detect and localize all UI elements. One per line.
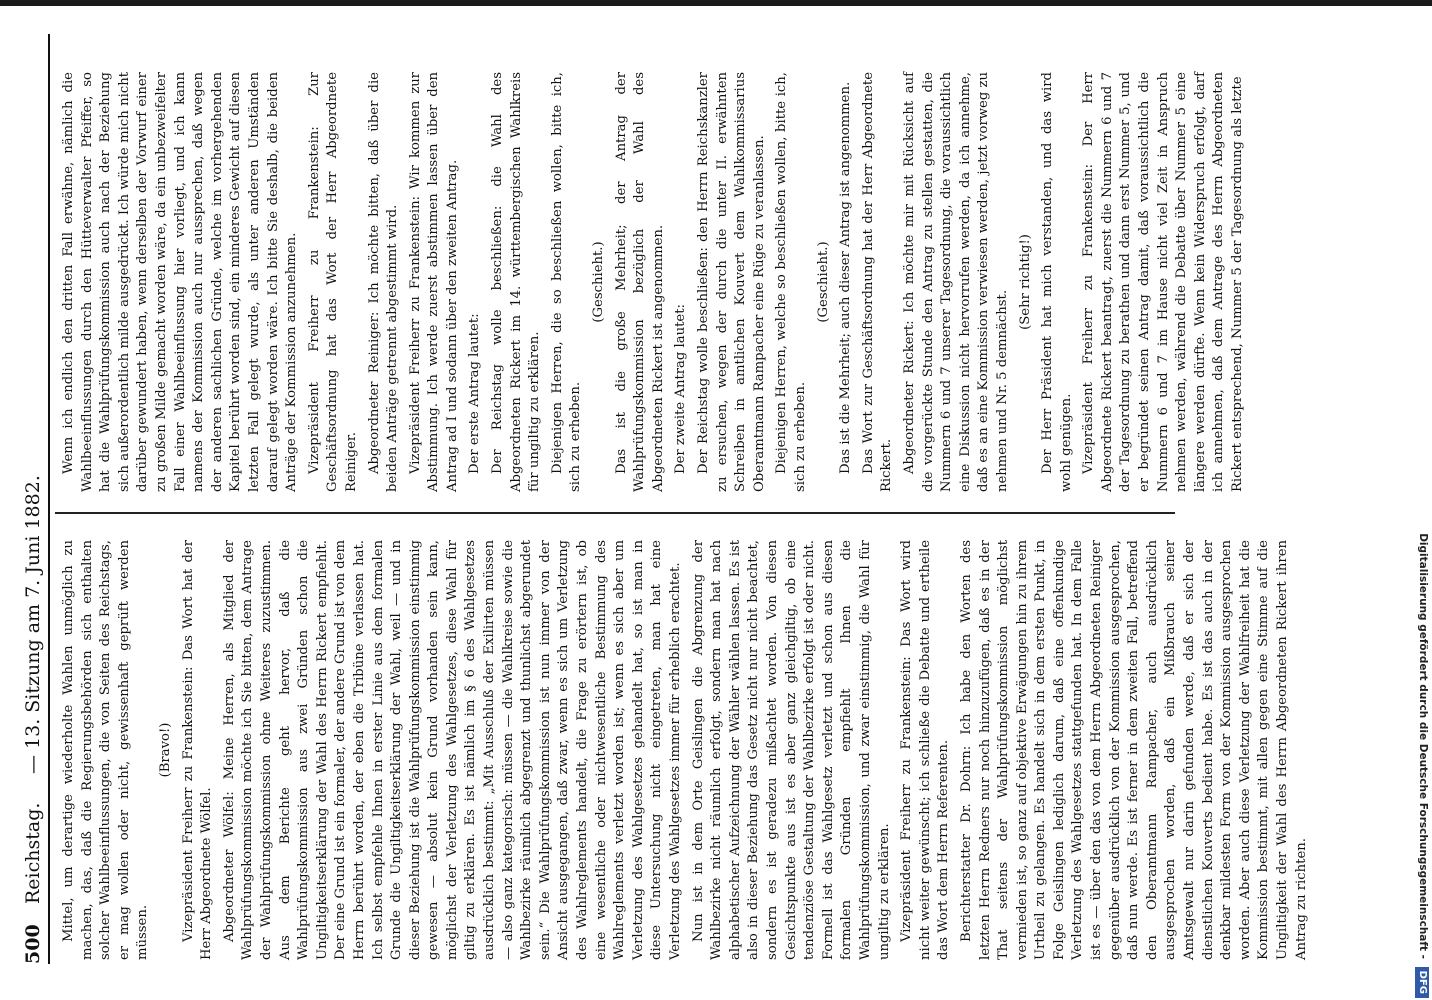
paragraph: Vizepräsident Freiherr zu Frankenstein: Wir kommen zur Abstimmung. Ich werde zuerst abstimmen lassen über den Antrag ad I und sodann über den zweiten Antrag. [407,72,460,492]
paragraph: Vizepräsident Freiherr zu Frankenstein: Zur Geschäftsordnung hat das Wort der Herr Abgeordnete Reiniger. [306,72,359,492]
paragraph: Diejenigen Herren, welche so beschließen wollen, bitte ich, sich zu erheben. [774,72,808,492]
paragraph: Vizepräsident Freiherr zu Frankenstein: Das Wort wird nicht weiter gewünscht; ich schließe die Debatte und ertheile das Wort dem Herrn Referenten. [899,540,952,960]
dfg-watermark [1412,2,1432,998]
paragraph: Wenn ich endlich den dritten Fall erwähne, nämlich die Wahlbeeinflussungen durch den Hütteverwalter Pfeiffer, so hat die Wahlprüfungskommission auch nach der Beziehung sich außerordentlich milde ausgedrückt. Ich würde mich nicht darüber gewundert haben, wenn derselben der Vorwurf einer zu großen Milde gemacht worden wäre, da ein unbezweifelter Fall einer Wahlbeeinflussung hier vorliegt, und ich kann namens der Kommission auch nur aussprechen, daß wegen der anderen sachlichen Gründe, welche im vorhergehenden Kapitel berührt worden sind, ein minderes Gewicht auf diesen letzten Fall gelegt wurde, als unter anderen Umständen darauf gelegt worden wäre. Ich bitte Sie deshalb, die beiden Anträge der Kommission anzunehmen. [61,72,300,492]
paragraph: Abgeordneter Reiniger: Ich möchte bitten, daß über die beiden Anträge getrennt abgestimmt wird. [366,72,401,492]
page-number: 500 [22,924,44,964]
column-divider [55,512,1175,514]
page-header [18,34,50,964]
paragraph: Mittel, um derartige wiederholte Wahlen unmöglich zu machen, das, daß die Regierungsbehörden sich enthalten solcher Wahlbeeinflussungen, die von Seiten des Reichstags, er mag wollen oder nicht, gewissenhaft geprüft werden müssen. [61,540,151,960]
paragraph: (Geschieht.) [591,241,607,323]
paragraph: (Geschieht.) [815,241,831,323]
paragraph: Das ist die Mehrheit; auch dieser Antrag ist angenommen. [838,81,854,474]
header-title-left: Reichstag. [22,802,44,904]
paragraph: (Bravo!) [157,722,173,778]
paragraph: Der Reichstag wolle beschließen: den Herrn Reichskanzler zu ersuchen, wegen der durch die unter II. erwähnten Schreiben in amtlichen Kouvert dem Wahlkommissarius Oberamtmann Rampacher eine Rüge zu veranlassen. [696,72,767,492]
left-column [60,540,1315,960]
header-title [22,803,44,904]
paragraph: Abgeordneter Rickert: Ich möchte mir mit Rücksicht auf die vorgerückte Stunde den Antrag zu stellen gestatten, die Nummern 6 und 7 unserer Tagesordnung, die voraussichtlich eine Diskussion nicht hervorrufen werden, da ich annehme, daß es an eine Kommission verwiesen werden, jetzt vorweg zu nehmen und Nr. 5 demnächst. [901,72,1010,492]
paragraph: Vizepräsident Freiherr zu Frankenstein: Der Herr Abgeordnete Rickert beantragt, zuerst die Nummern 6 und 7 der Tagesordnung zu berathen und dann erst Nummer 5, und er begründet seinen Antrag damit, daß voraussichtlich die Nummern 6 und 7 im Hause nicht viel Zeit in Anspruch nehmen werden, während die Debatte über Nummer 5 eine längere werden dürfte. Wenn kein Widerspruch erfolgt, darf ich annehmen, daß dem Antrage des Herrn Abgeordneten Rickert entsprechend, Nummer 5 der Tagesordnung als letzte [1081,72,1246,492]
paragraph: Vizepräsident Freiherr zu Frankenstein: Das Wort hat der Herr Abgeordnete Wölfel. [180,540,215,960]
paragraph: Der Reichstag wolle beschließen: die Wahl des Abgeordneten Rickert im 14. württembergischen Wahlkreis für ungiltig zu erklären. [490,72,543,492]
paragraph: Der erste Antrag lautet: [467,313,483,474]
right-column [60,72,1252,492]
paragraph: Das ist die große Mehrheit; der Antrag der Wahlprüfungskommission bezüglich der Wahl des Abgeordneten Rickert ist angenommen. [613,72,666,492]
paragraph: Der zweite Antrag lautet: [673,304,689,474]
paragraph: Abgeordneter Wölfel: Meine Herren, als Mitglied der Wahlprüfungskommission möchte ich Sie bitten, dem Antrage der Wahlprüfungskommission ohne Weiteres zuzustimmen. Aus dem Berichte geht hervor, daß die Wahlprüfungskommission aus zwei Gründen schon die Ungiltigkeitserklärung der Wahl des Herrn Rickert empfiehlt. Der eine Grund ist ein formaler, der andere Grund ist von dem Herrn berührt worden, der eben die Tribüne verlassen hat. Ich selbst empfehle Ihnen in erster Linie aus dem formalen Grunde die Ungiltigkeitserklärung der Wahl, weil — und in dieser Beziehung ist die Wahlprüfungskommission einstimmig gewesen — absolut kein Grund vorhanden sein kann, möglichst der Verletzung des Wahlgesetzes, diese Wahl für giltig zu erklären. Es ist nämlich im § 6 des Wahlgesetzes ausdrücklich bestimmt: „Mit Ausschluß der Exilirten müssen — also ganz kategorisch: müssen — die Wahlkreise sowie die Wahlbezirke räumlich abgegrenzt und thunlichst abgerundet sein.“ Die Wahlprüfungskommission ist nun immer von der Ansicht ausgegangen, daß zwar, wenn es sich um Verletzung des Wahlreglements handelt, die Frage zu erörtern ist, ob eine wesentliche oder nichtwesentliche Bestimmung des Wahlreglements verletzt worden ist; wenn es sich aber um Verletzung des Wahlgesetzes gehandelt hat, so ist man in diese Untersuchung nicht eingetreten, man hat eine Verletzung des Wahlgesetzes immer für erheblich erachtet. [221,540,683,960]
paragraph: (Sehr richtig!) [1017,234,1033,330]
watermark-text: Digitalisierung gefördert durch die Deutsche Forschungsgemeinschaft - [1417,533,1429,959]
paragraph: Diejenigen Herren, die so beschließen wollen, bitte ich, sich zu erheben. [549,72,584,492]
dfg-logo: DFG [1415,967,1429,998]
paragraph: Nun ist in dem Orte Geislingen die Abgrenzung der Wahlbezirke nicht räumlich erfolgt, sondern man hat nach alphabetischer Aufzeichnung der Wähler wählen lassen. Es ist also in dieser Beziehung das Gesetz nicht nur nicht beachtet, sondern es ist geradezu mißachtet worden. Von diesen Gesichtspunkte aus ist es aber ganz gleichgiltig, ob eine tendenziöse Gestaltung der Wahlbezirke erfolgt ist oder nicht. Formell ist das Wahlgesetz verletzt und schon aus diesen formalen Gründen empfiehlt Ihnen die Wahlprüfungskommission, und zwar einstimmig, die Wahl für ungiltig zu erklären. [690,540,892,960]
paragraph: Berichterstatter Dr. Dohrn: Ich habe den Worten des letzten Herrn Redners nur noch hinzuzufügen, daß es in der That seitens der Wahlprüfungskommission möglichst vermieden ist, so ganz auf objektive Erwägungen hin zu ihrem Urtheil zu gelangen. Es handelt sich in dem ersten Punkt, in Folge Geislingen lediglich darum, daß eine offenkundige Verletzung des Wahlgesetzes stattgefunden hat. In dem Falle ist es — über den das von dem Herrn Abgeordneten Reiniger gegenüber ausdrücklich von der Kommission ausgesprochen, daß nun werde. Es ist ferner in dem zweiten Fall, betreffend den Oberamtmann Rampacher, auch ausdrücklich ausgesprochen worden, daß ein Mißbrauch seiner Amtsgewalt nur darin gefunden werde, daß er sich der dienstlichen Kouverts bedient habe. Es ist das auch in der denkbar mildesten Form von der Kommission ausgesprochen worden. Aber auch diese Verletzung der Wahlfreiheit hat die Kommission bestimmt, mit allen gegen eine Stimme auf die Ungiltigkeit der Wahl des Herrn Abgeordneten Rickert ihren Antrag zu richten. [958,540,1309,960]
paragraph: Das Wort zur Geschäftsordnung hat der Herr Abgeordnete Rickert. [860,72,895,492]
header-session: — 13. Sitzung am 7. Juni 1882. [22,475,44,774]
paragraph: Der Herr Präsident hat mich verstanden, und das wird wohl genügen. [1040,72,1074,492]
